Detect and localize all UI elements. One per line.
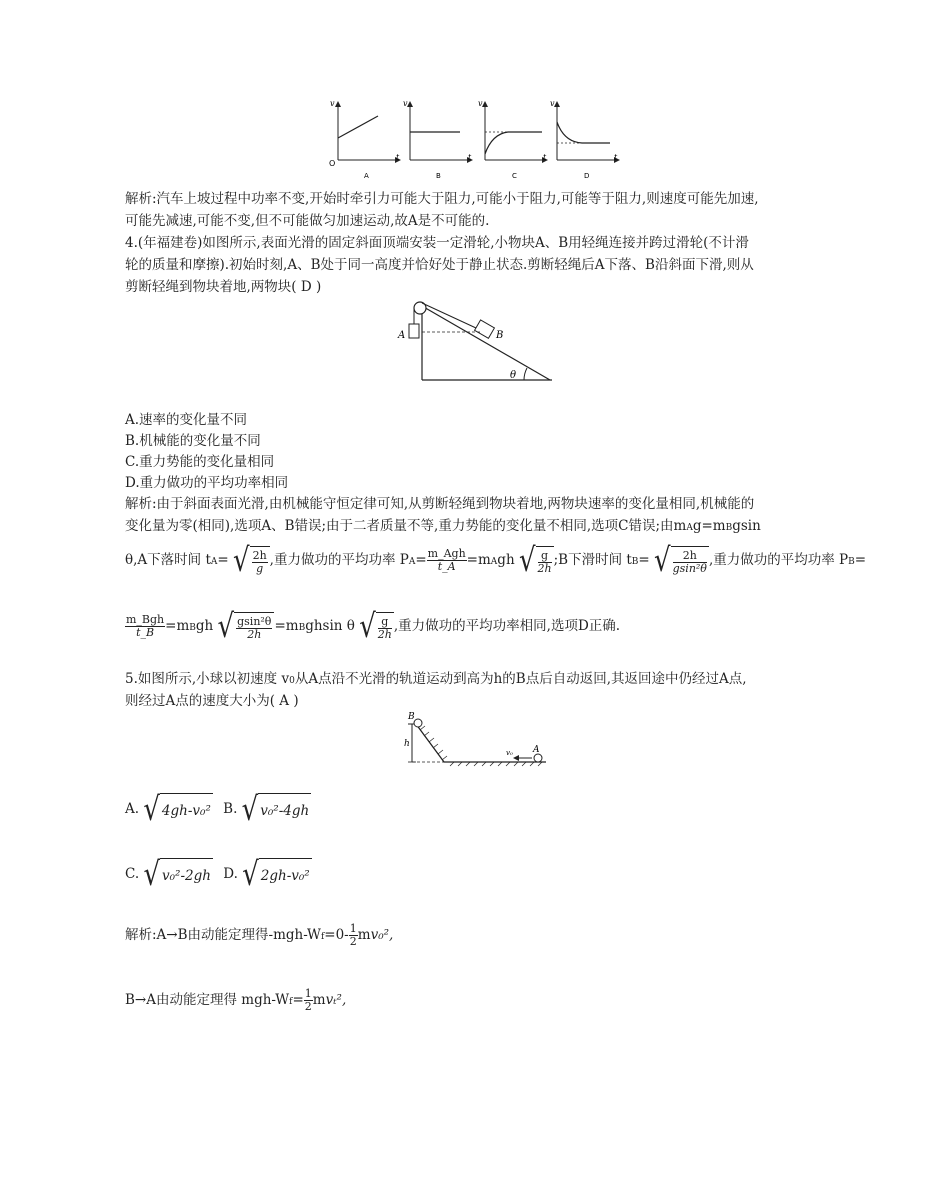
vt-graphs-figure bbox=[320, 98, 620, 183]
option-d-expr: √ 2gh-v₀² bbox=[242, 855, 310, 894]
sqrt-gsin-over-2h: √ $\frac{\text{gsin²θ}}{2h}$ bbox=[218, 612, 275, 641]
label-a-ramp: A bbox=[533, 745, 540, 755]
q4-stem-line2: 轮的质量和摩擦).初始时刻,A、B处于同一高度并恰好处于静止状态.剪断轻绳后A下落、B沿斜面下滑,则从 bbox=[125, 257, 754, 273]
graph-b-t-label: t bbox=[468, 153, 472, 162]
q4-option-a: A.速率的变化量不同 bbox=[125, 412, 248, 428]
graph-b bbox=[403, 99, 472, 180]
ball-b bbox=[414, 719, 422, 727]
q4-option-d: D.重力做功的平均功率相同 bbox=[125, 475, 289, 491]
q3-analysis-line1: 解析:汽车上坡过程中功率不变,开始时牵引力可能大于阻力,可能小于阻力,可能等于阻力,则速度可能先加速, bbox=[125, 191, 759, 207]
q5-analysis-ba: B→A由动能定理得 mgh-Wf= $\frac{1}{2}$ mvₜ², bbox=[125, 987, 347, 1013]
q5-stem-line2: 则经过A点的速度大小为( A ) bbox=[125, 693, 299, 709]
graph-c-v-label: v bbox=[478, 99, 483, 108]
incline-pulley-figure bbox=[392, 296, 557, 388]
graph-d-t-label: t bbox=[614, 153, 618, 162]
graph-c bbox=[478, 99, 547, 180]
option-b-expr: √ v₀²-4gh bbox=[241, 790, 310, 829]
q5-stem-line1: 5.如图所示,小球以初速度 v0从A点沿不光滑的轨道运动到高为h的B点后自动返回,其返回途中仍经过A点, bbox=[125, 671, 747, 687]
graph-a-t-label: t bbox=[396, 153, 400, 162]
ball-a bbox=[534, 754, 542, 762]
label-h: h bbox=[404, 739, 410, 749]
q4-option-b: B.机械能的变化量不同 bbox=[125, 433, 261, 449]
frac-one-half-ab: $\frac{1}{2}$ bbox=[349, 922, 357, 948]
label-b-ramp: B bbox=[408, 712, 415, 722]
graph-a-origin: O bbox=[329, 159, 336, 168]
frac-one-half-ba: $\frac{1}{2}$ bbox=[304, 987, 312, 1013]
frac-mbgh-tb: $\frac{\text{m\_Bgh}}{t\_B}$ bbox=[126, 613, 165, 639]
option-c-expr: √ v₀²-2gh bbox=[143, 855, 211, 894]
q4-stem-line3: 剪断轻绳到物块着地,两物块( D ) bbox=[125, 279, 322, 295]
q4-formula-line: θ,A下落时间 tA= √ $\frac{2h}{g}$ ,重力做功的平均功率 PA= $\frac{\text{m\_Agh}}{t\_A}$ =mAgh √ $\frac{g}{2h}$ ;B下滑时间 tB= √ $\frac{2h}{\text{gsin²θ}}$ ,重力做功的平均功率 PB= bbox=[125, 541, 867, 580]
q5-options-ab: A. √ 4gh-v₀² B. √ v₀²-4gh bbox=[125, 790, 310, 829]
graph-b-label: B bbox=[436, 172, 441, 180]
sqrt-g-over-2h-2: √ $\frac{g}{2h}$ bbox=[359, 607, 392, 646]
q3-analysis-line2: 可能先减速,可能不变,但不可能做匀加速运动,故A是不可能的. bbox=[125, 213, 490, 229]
block-b bbox=[475, 320, 495, 338]
graph-a bbox=[329, 99, 400, 180]
graph-c-t-label: t bbox=[543, 153, 547, 162]
sqrt-2h-over-g: √ $\frac{2h}{g}$ bbox=[233, 546, 270, 575]
q4-analysis-line1: 解析:由于斜面表面光滑,由机械能守恒定律可知,从剪断轻绳到物块着地,两物块速率的变化量相同,机械能的 bbox=[125, 496, 755, 512]
label-theta: θ bbox=[510, 370, 517, 381]
q4-stem-line1: 4.(年福建卷)如图所示,表面光滑的固定斜面顶端安装一定滑轮,小物块A、B用轻绳连接并跨过滑轮(不计滑 bbox=[125, 235, 749, 251]
label-a: A bbox=[398, 330, 406, 341]
q4-option-c: C.重力势能的变化量相同 bbox=[125, 454, 275, 470]
graph-d-v-label: v bbox=[550, 99, 555, 108]
label-v0: v₀ bbox=[506, 749, 513, 757]
sqrt-2h-over-gsin: √ $\frac{2h}{\text{gsin²θ}}$ bbox=[654, 541, 707, 580]
graph-c-label: C bbox=[512, 172, 517, 180]
graph-d-label: D bbox=[584, 172, 590, 180]
block-a bbox=[409, 324, 419, 338]
q4-analysis-line2: 变化量为零(相同),选项A、B错误;由于二者质量不等,重力势能的变化量不相同,选项C错误;由mAg=mBgsin bbox=[125, 518, 761, 534]
frac-magh-ta: $\frac{\text{m\_Agh}}{t\_A}$ bbox=[427, 547, 466, 573]
q5-options-cd: C. √ v₀²-2gh D. √ 2gh-v₀² bbox=[125, 855, 310, 894]
graph-b-v-label: v bbox=[403, 99, 408, 108]
q5-analysis-ab: 解析:A→B由动能定理得-mgh-Wf=0- $\frac{1}{2}$ mv₀², bbox=[125, 922, 394, 948]
label-b: B bbox=[496, 330, 504, 341]
sqrt-g-over-2h: √ $\frac{g}{2h}$ bbox=[518, 541, 552, 580]
option-a-expr: √ 4gh-v₀² bbox=[143, 790, 211, 829]
graph-a-label: A bbox=[364, 172, 369, 180]
ramp-figure bbox=[398, 710, 558, 772]
graph-d bbox=[550, 99, 618, 180]
graph-a-v-label: v bbox=[330, 99, 335, 108]
q4-last-formula-line: $\frac{\text{m\_Bgh}}{t\_B}$ =mBgh √ $\frac{\text{gsin²θ}}{2h}$ =mBghsin θ √ $\frac{g}{2h}$ ,重力做功的平均功率相同,选项D正确. bbox=[126, 607, 621, 646]
